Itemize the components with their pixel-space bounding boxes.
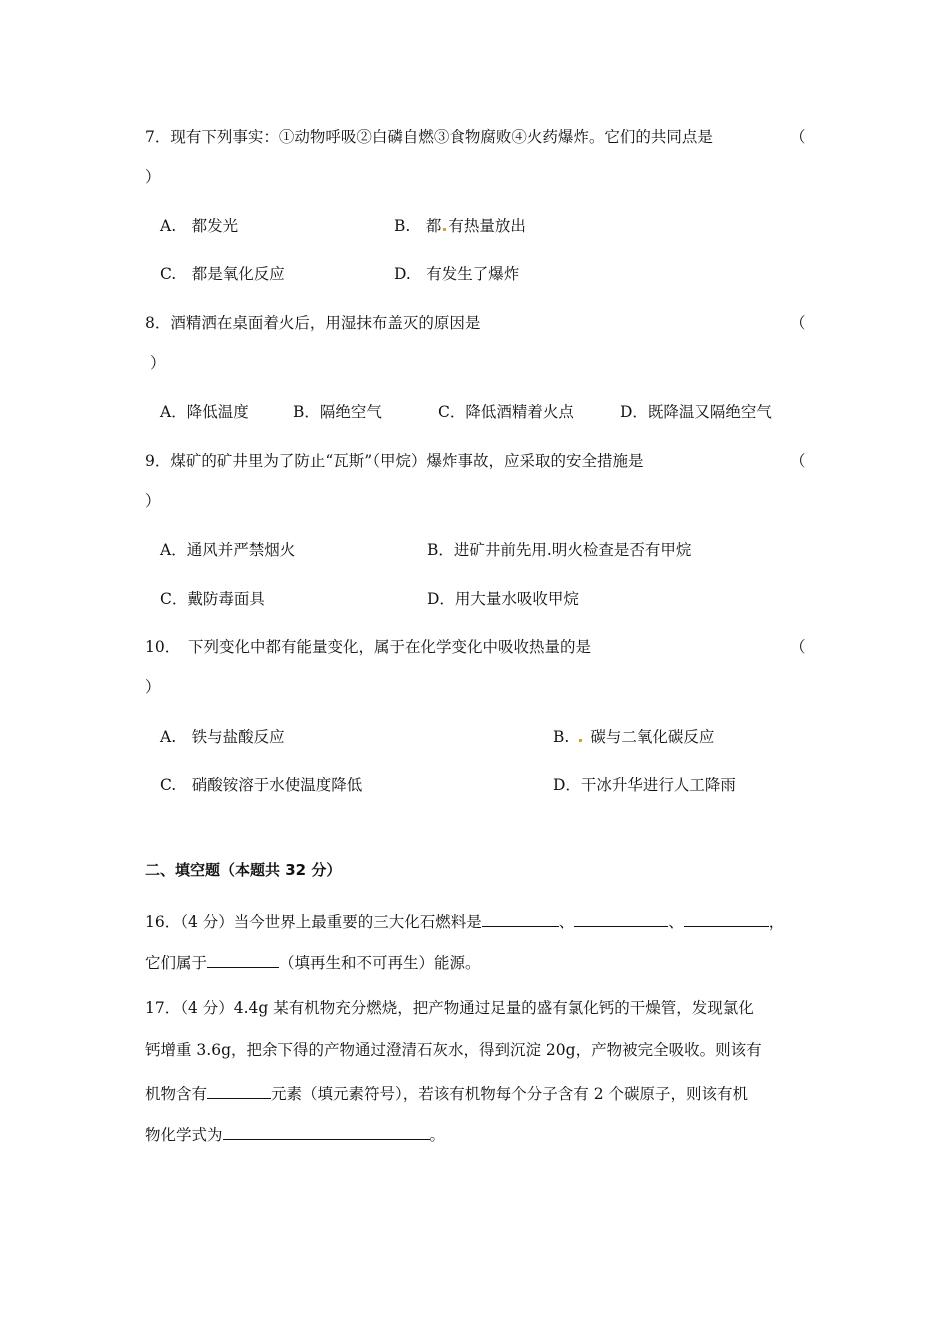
q7-option-b-post: 有热量放出 [448, 217, 526, 235]
q7-option-d: D. 有发生了爆炸 [394, 265, 520, 283]
q17-line2: 钙增重 3.6g，把余下得的产物通过澄清石灰水，得到沉淀 20g，产物被完全吸收。则该有 [145, 1041, 762, 1059]
q7-paren-open: （ [790, 128, 806, 146]
q8-paren-open: （ [790, 314, 806, 332]
q7-stem: 7．现有下列事实：①动物呼吸②白磷自燃③食物腐败④火药爆炸。它们的共同点是 [145, 128, 713, 146]
q9-option-d: D．用大量水吸收甲烷 [427, 590, 579, 608]
q17-line1: 17．（4 分）4.4g 某有机物充分燃烧，把产物通过足量的盛有氯化钙的干燥管，发现氯化 [145, 999, 754, 1017]
q10-stem: 10． 下列变化中都有能量变化，属于在化学变化中吸收热量的是 [145, 638, 591, 656]
q16-line2-pre: 它们属于 [145, 954, 208, 972]
q7-option-a: A. 都发光 [160, 217, 239, 235]
q16-end: ， [768, 913, 785, 931]
q10-paren-open: （ [790, 638, 806, 656]
q8-option-c: C．降低酒精着火点 [438, 403, 574, 421]
q9-paren-close: ） [145, 492, 161, 510]
q10-option-c: C. 硝酸铵溶于水使温度降低 [160, 776, 363, 794]
q7-option-c: C. 都是氧化反应 [160, 265, 285, 283]
q9-stem: 9．煤矿的矿井里为了防止“瓦斯”（甲烷）爆炸事故，应采取的安全措施是 [145, 452, 644, 470]
q17-line3-post: 元素（填元素符号），若该有机物每个分子含有 2 个碳原子，则该有机 [271, 1085, 748, 1103]
q10-paren-close: ） [145, 678, 161, 696]
q8-option-a: A．降低温度 [160, 403, 249, 421]
q9-paren-open: （ [790, 452, 806, 470]
q8-stem: 8．酒精洒在桌面着火后，用湿抹布盖灭的原因是 [145, 314, 481, 332]
q7-option-b [394, 216, 526, 236]
q10-option-b [553, 727, 714, 747]
answer-blank[interactable] [574, 910, 668, 927]
answer-blank[interactable] [223, 1123, 430, 1140]
stray-mark [579, 739, 582, 742]
answer-blank[interactable] [482, 910, 559, 927]
q16-line2 [145, 951, 481, 973]
q9-option-b: B．进矿井前先用.明火检查是否有甲烷 [427, 541, 692, 559]
q16-line2-post: （填再生和不可再生）能源。 [279, 954, 481, 972]
q16-sep: 、 [558, 913, 575, 931]
q16-line1-text: 16．（4 分）当今世界上最重要的三大化石燃料是 [145, 913, 482, 931]
q16-sep: 、 [668, 913, 684, 931]
q8-option-d: D．既降温又隔绝空气 [620, 403, 772, 421]
q10-option-b-pre: B. [553, 728, 570, 746]
q16-line1 [145, 910, 784, 932]
q17-line3 [145, 1082, 748, 1104]
q10-option-b-post: 碳与二氧化碳反应 [590, 728, 715, 746]
q8-paren-close: ） [150, 354, 166, 372]
q8-option-b: B．隔绝空气 [293, 403, 382, 421]
q10-option-a: A. 铁与盐酸反应 [160, 728, 285, 746]
q9-option-c: C．戴防毒面具 [160, 590, 265, 608]
q10-option-d: D．干冰升华进行人工降雨 [553, 776, 736, 794]
q7-paren-close: ） [145, 168, 161, 186]
q9-option-a: A．通风并严禁烟火 [160, 541, 296, 559]
answer-blank[interactable] [684, 910, 769, 927]
q7-option-b-pre: B. 都 [394, 217, 442, 235]
answer-blank[interactable] [207, 951, 279, 968]
stray-mark [443, 228, 446, 231]
answer-blank[interactable] [207, 1082, 271, 1099]
q17-line4-post: 。 [429, 1126, 446, 1144]
q17-line4-pre: 物化学式为 [145, 1126, 223, 1144]
section-title: 二、填空题（本题共 32 分） [145, 861, 342, 879]
q17-line4 [145, 1123, 445, 1145]
q17-line3-pre: 机物含有 [145, 1085, 208, 1103]
